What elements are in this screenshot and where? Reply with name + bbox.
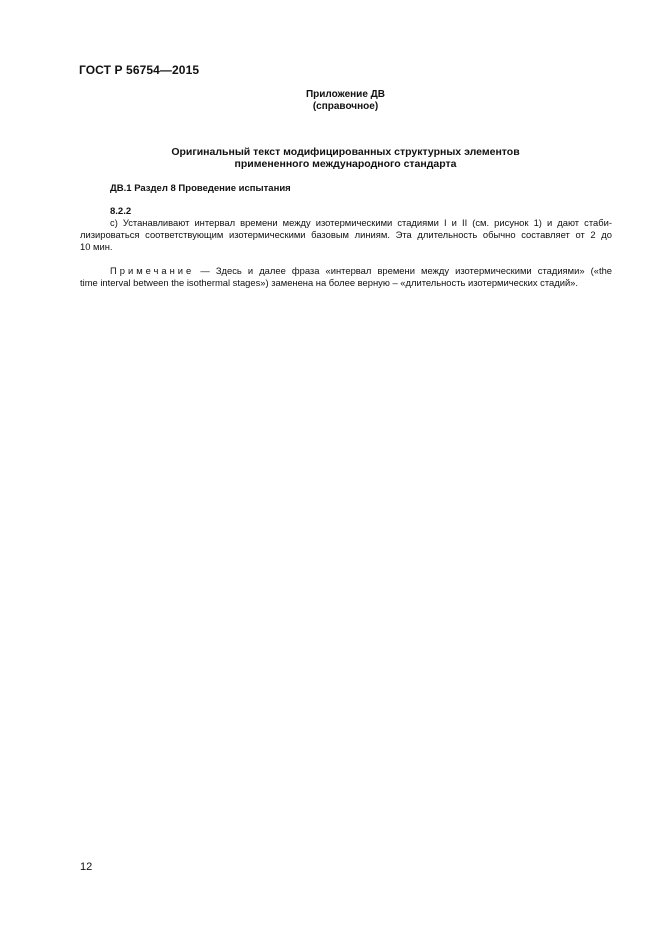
note-text-line-2: time interval between the isothermal stages») заменена на более верную – «длительность изотермических стадий». [80, 277, 578, 288]
clause-text-line-2: лизироваться соответствующим изотермическими базовым линиям. Эта длительность обычно составляет от 2 до [80, 229, 612, 240]
note-paragraph [80, 265, 612, 289]
clause-text-line-3: 10 мин. [80, 241, 113, 252]
appendix-kind: (справочное) [312, 101, 379, 112]
section-title-line-1: Оригинальный текст модифицированных структурных элементов [171, 146, 520, 158]
page-number: 12 [80, 861, 93, 873]
clause-paragraph [80, 217, 612, 253]
document-code: ГОСТ Р 56754—2015 [79, 63, 200, 77]
appendix-title: Приложение ДВ [305, 89, 386, 100]
clause-number: 8.2.2 [110, 206, 132, 217]
section-title-line-2: примененного международного стандарта [234, 158, 457, 170]
subsection-heading: ДВ.1 Раздел 8 Проведение испытания [110, 183, 291, 194]
note-text-line-1: — Здесь и далее фраза «интервал времени между изотермическими стадиями» («the [200, 265, 613, 276]
note-line-1 [80, 265, 612, 277]
note-label: Примечание [110, 265, 195, 276]
clause-text-line-1: с) Устанавливают интервал времени между изотермическими стадиями I и II (см. рисунок 1) и дают стаби- [110, 217, 612, 228]
